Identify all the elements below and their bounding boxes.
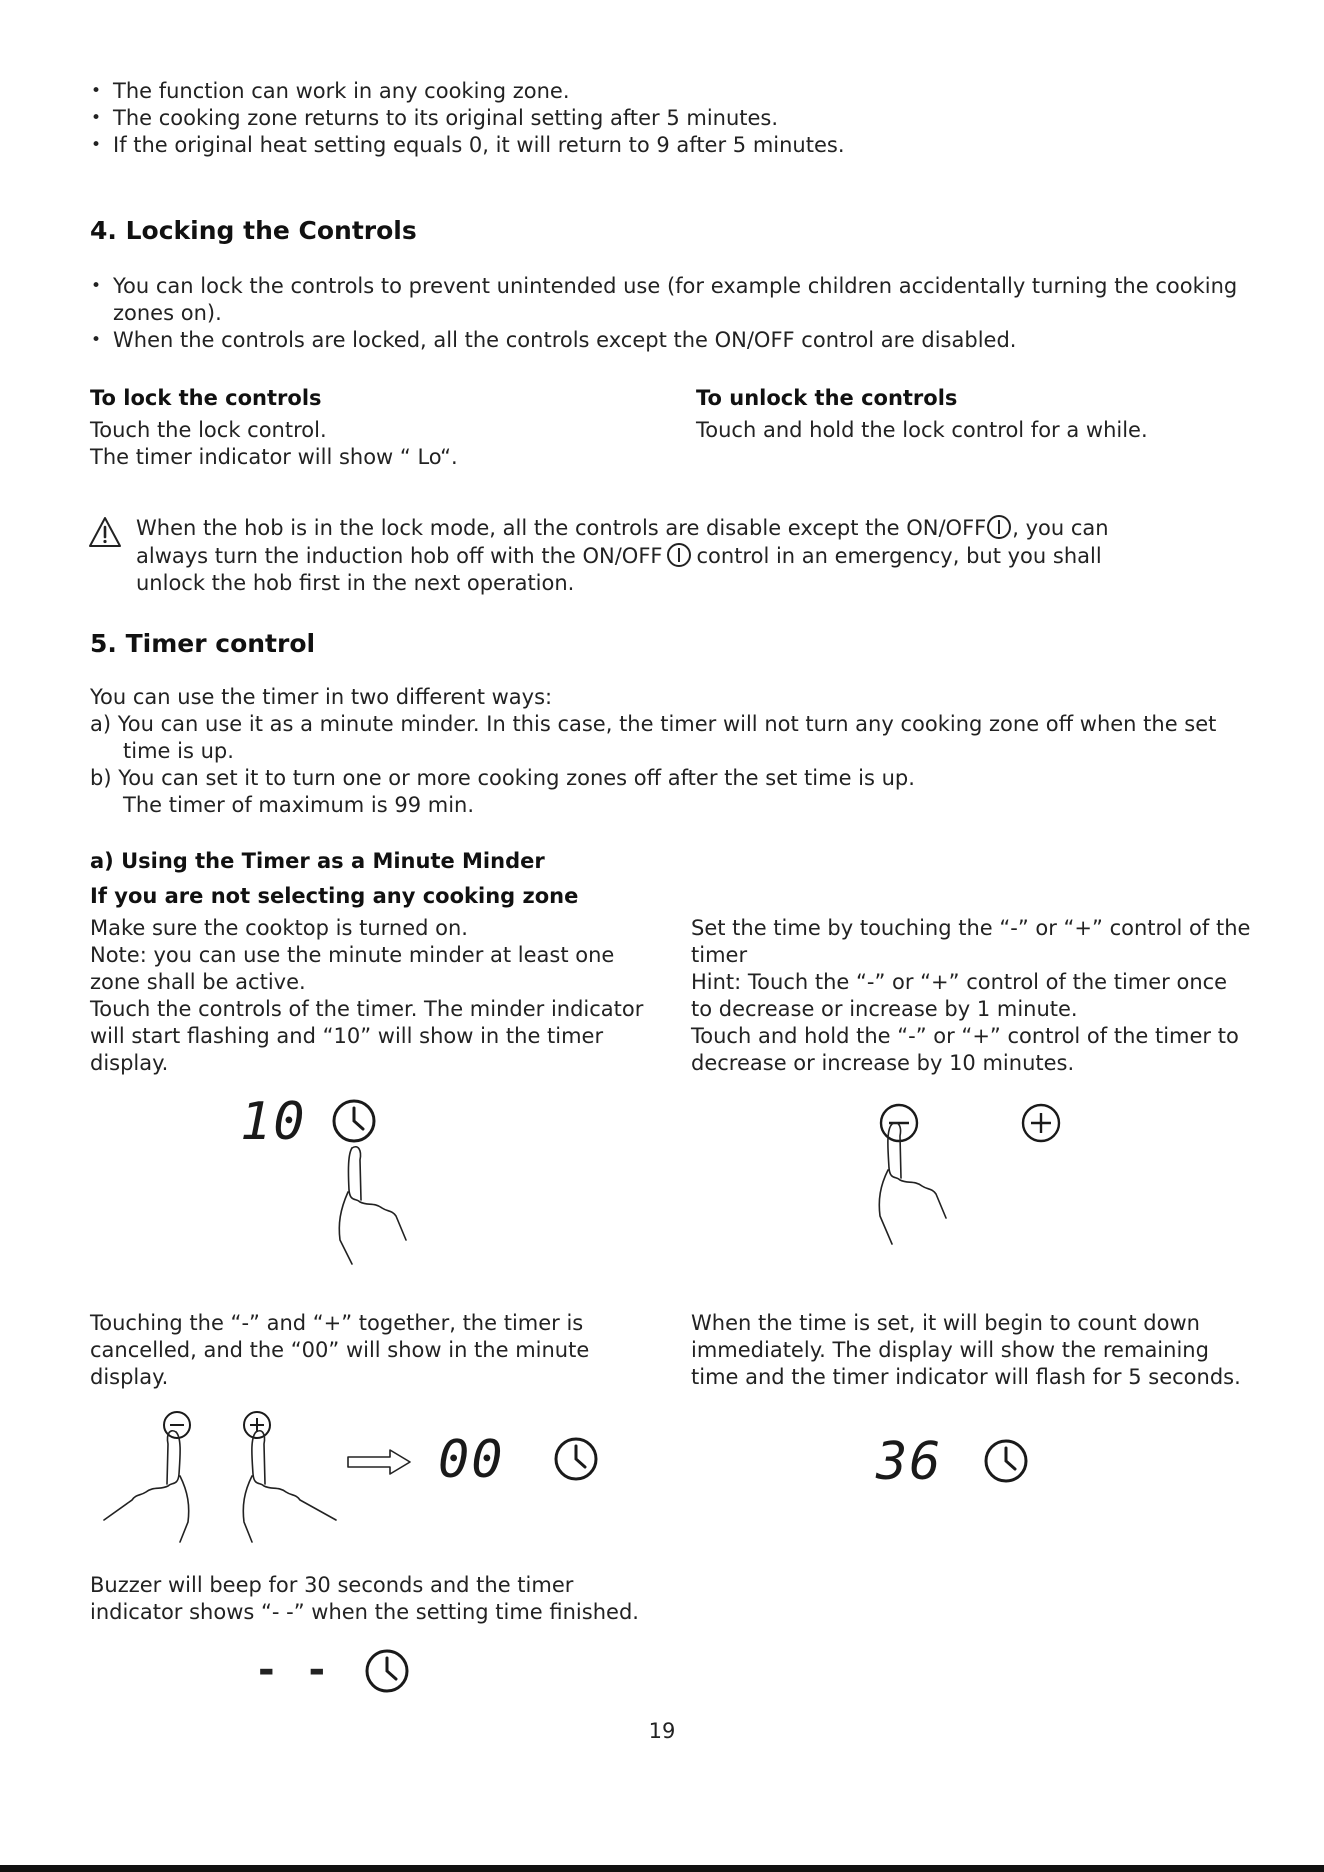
clock-icon bbox=[364, 1648, 410, 1694]
unlock-line: Touch and hold the lock control for a while. bbox=[696, 418, 1148, 442]
timer-option-a: a) You can use it as a minute minder. In this case, the timer will not turn any cooking zone off when the set time is up. bbox=[90, 712, 1217, 763]
lock-line: The timer indicator will show “ Lo“. bbox=[90, 445, 458, 469]
bullet-item: • When the controls are locked, all the controls except the ON/OFF control are disabled. bbox=[90, 327, 1240, 354]
timer-intro bbox=[90, 684, 1240, 819]
timer-display-36: 36 bbox=[876, 1432, 943, 1492]
unlock-instructions bbox=[696, 385, 1296, 444]
hand-icon bbox=[330, 1140, 450, 1270]
hand-icon bbox=[872, 1120, 1002, 1270]
timer-option-b: b) You can set it to turn one or more cooking zones off after the set time is up. bbox=[90, 766, 915, 790]
intro-bullet-list bbox=[90, 78, 1240, 159]
section-4-bullets bbox=[90, 273, 1240, 354]
section-4-title: 4. Locking the Controls bbox=[90, 216, 417, 245]
footer-rule bbox=[0, 1865, 1324, 1872]
timer-max-note: The timer of maximum is 99 min. bbox=[123, 793, 475, 817]
countdown-text: When the time is set, it will begin to count down immediately. The display will show the remaining time and the timer indicator will flash for 5 seconds. bbox=[691, 1311, 1241, 1389]
power-icon bbox=[666, 542, 692, 568]
timer-display-10: 10 bbox=[240, 1092, 307, 1152]
clock-icon bbox=[983, 1438, 1029, 1484]
hand-icon bbox=[96, 1428, 206, 1548]
bullet-item: • If the original heat setting equals 0, it will return to 9 after 5 minutes. bbox=[90, 132, 1240, 159]
bullet-item: • The function can work in any cooking zone. bbox=[90, 78, 1240, 105]
timer-display-dashes: - - bbox=[258, 1647, 336, 1693]
warning-text: When the hob is in the lock mode, all the controls are disable except the ON/OFF , you can always turn the induction hob off with the ON/OFF control in an emergency, but you shall unlock the hob first in the next operation. bbox=[136, 516, 1109, 595]
bullet-item: • You can lock the controls to prevent unintended use (for example children accidentally turning the cooking zones on). bbox=[90, 273, 1240, 327]
clock-icon bbox=[331, 1098, 377, 1144]
buzzer-text: Buzzer will beep for 30 seconds and the timer indicator shows “- -” when the setting time finished. bbox=[90, 1573, 639, 1624]
page-number: 19 bbox=[648, 1719, 676, 1743]
timer-intro-line: You can use the timer in two different ways: bbox=[90, 685, 553, 709]
warning-triangle-icon bbox=[88, 516, 122, 548]
cancel-text: Touching the “-” and “+” together, the timer is cancelled, and the “00” will show in the minute display. bbox=[90, 1311, 590, 1389]
plus-button-icon bbox=[1020, 1102, 1062, 1144]
unlock-heading: To unlock the controls bbox=[696, 386, 958, 410]
minute-minder-right-text: Set the time by touching the “-” or “+” control of the timer Hint: Touch the “-” or “+” control of the timer once to decrease or increase by 1 minute. Touch and hold the “-” or “+” control of the timer to decrease or increase by 10 minutes. bbox=[691, 916, 1251, 1075]
subheading-minute-minder: a) Using the Timer as a Minute Minder bbox=[90, 849, 545, 873]
arrow-right-icon bbox=[346, 1448, 412, 1476]
subheading-no-zone: If you are not selecting any cooking zone bbox=[90, 884, 579, 908]
power-icon bbox=[986, 514, 1012, 540]
clock-icon bbox=[553, 1436, 599, 1482]
hand-icon bbox=[236, 1428, 346, 1548]
lock-heading: To lock the controls bbox=[90, 386, 322, 410]
lock-line: Touch the lock control. bbox=[90, 418, 327, 442]
section-5-title: 5. Timer control bbox=[90, 629, 316, 658]
lock-instructions bbox=[90, 385, 650, 471]
minute-minder-left-text: Make sure the cooktop is turned on. Note: you can use the minute minder at least one zone shall be active. Touch the controls of the timer. The minder indicator will start flashing and “10” will show in the timer display. bbox=[90, 916, 644, 1075]
bullet-item: • The cooking zone returns to its original setting after 5 minutes. bbox=[90, 105, 1240, 132]
timer-display-00: 00 bbox=[438, 1430, 505, 1490]
